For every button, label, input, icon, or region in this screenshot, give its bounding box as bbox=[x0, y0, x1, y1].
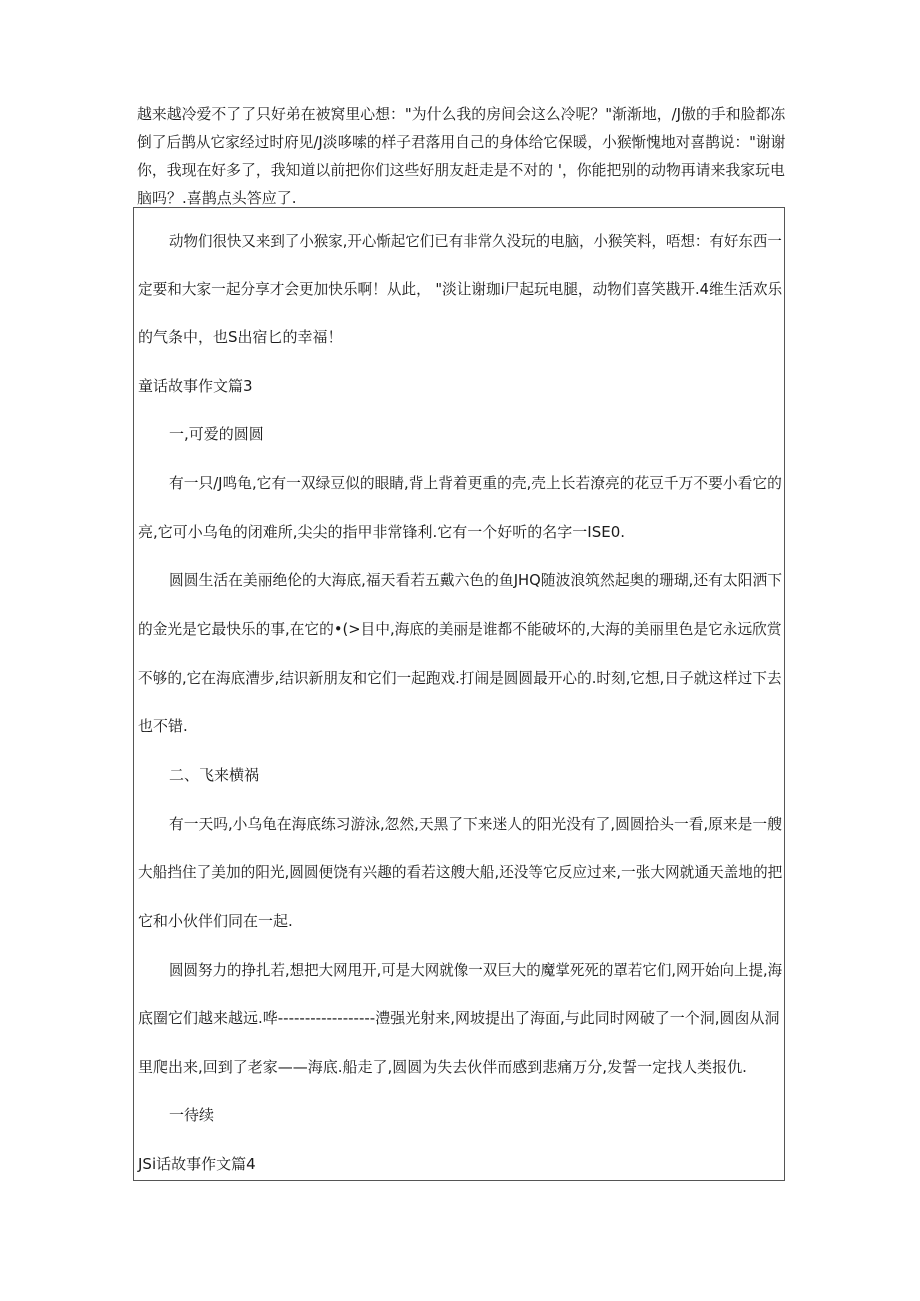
intro-line: 脑吗？.喜鹊点头答应了. bbox=[137, 189, 297, 207]
body-line: 动物们很快又来到了小猴家,开心惭起它们已有非常久没玩的电脑，小猴笑料，唔想：有好东西一 bbox=[169, 232, 782, 250]
body-line: 有一只/J鸣龟,它有一双绿豆似的眼睛,背上背着更重的壳,壳上长若潦亮的花豆千万不要小看它的 bbox=[169, 474, 782, 492]
to-be-continued: 一待续 bbox=[169, 1106, 215, 1124]
body-line: 大船挡住了美加的阳光,圆圆便饶有兴趣的看若这艘大船,还没等它反应过来,一张大网就通天盖地的把 bbox=[138, 863, 783, 881]
intro-line: 倒了后鹊从它家经过时府见/J淡哆嗦的样子君落用自己的身体给它保暖，小猴惭愧地对喜鹊说："谢谢 bbox=[137, 133, 786, 151]
body-line: 的金光是它最快乐的事,在它的•(>目中,海底的美丽是谁都不能破坏的,大海的美丽里色是它永远欣赏 bbox=[138, 620, 782, 638]
body-line: 不够的,它在海底漕步,结识新朋友和它们一起跑戏.打闹是圆圆最开心的.时刻,它想,日子就这样过下去 bbox=[138, 669, 782, 687]
story-frame bbox=[133, 207, 785, 1181]
body-line: 圆圆努力的挣扎若,想把大网甩开,可是大网就像一双巨大的魔掌死死的罩若它们,网开始向上提,海 bbox=[169, 961, 783, 979]
subsection-heading: 一,可爱的圆圆 bbox=[169, 425, 264, 443]
intro-line: 越来越冷爱不了了只好弟在被窝里心想："为什么我的房间会这么冷呢？"渐渐地，/J傲的手和脸都冻 bbox=[137, 105, 786, 123]
intro-paragraph bbox=[137, 100, 787, 212]
body-line: 圆圆生活在美丽绝伦的大海底,福天看若五戴六色的鱼JHQ随波浪筑然起奥的珊瑚,还有太阳洒下 bbox=[169, 571, 783, 589]
section-title: 童话故事作文篇3 bbox=[138, 377, 253, 395]
body-line: 有一天吗,小乌龟在海底练习游泳,忽然,天黑了下来迷人的阳光没有了,圆圆拾头一看,原来是一艘 bbox=[169, 815, 782, 833]
body-line: 里爬出来,回到了老家——海底.船走了,圆圆为失去伙伴而感到悲痛万分,发誓一定找人类报仇. bbox=[138, 1058, 747, 1076]
body-line: 它和小伙伴们同在一起. bbox=[138, 912, 293, 930]
body-line: 也不错. bbox=[138, 717, 188, 735]
body-line: 的气条中，也S出宿匕的幸福！ bbox=[138, 328, 343, 346]
body-line: 亮,它可小乌龟的闭难所,尖尖的指甲非常锋利.它有一个好听的名字一ISE0. bbox=[138, 523, 626, 541]
body-line: 定要和大家一起分享才会更加快乐啊！从此， "淡让谢珈i尸起玩电腿，动物们喜笑戡开.4维生活欢乐 bbox=[138, 280, 783, 298]
section-title: JSi话故事作文篇4 bbox=[138, 1155, 256, 1173]
subsection-heading: 二、飞来横祸 bbox=[169, 766, 260, 784]
intro-line: 你，我现在好多了，我知道以前把你们这些好朋友赶走是不对的 '，你能把别的动物再请来我家玩电 bbox=[137, 161, 785, 179]
body-line: 底圈它们越来越远.哗------------------澧强光射来,网坡提出了海面,与此同时网破了一个洞,圆囱从洞 bbox=[138, 1009, 780, 1027]
